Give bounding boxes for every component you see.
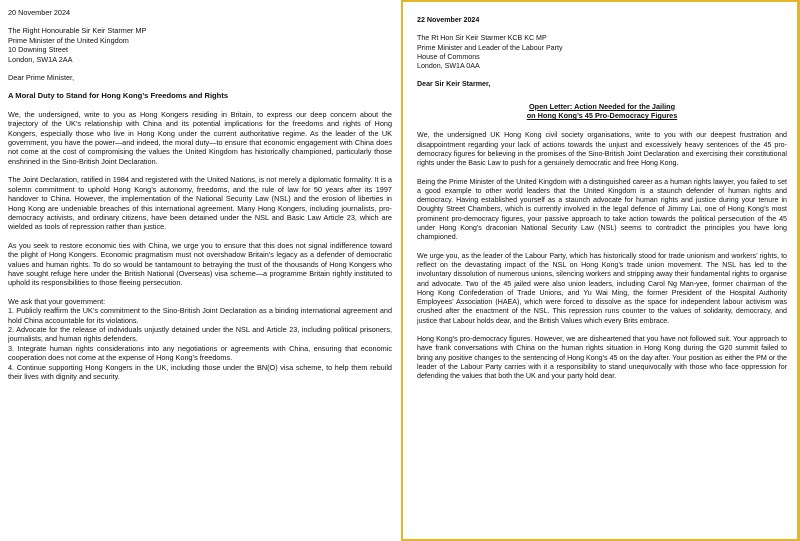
recipient-line: London, SW1A 0AA	[417, 62, 480, 71]
title-line: on Hong Kong’s 45 Pro-Democracy Figures	[526, 111, 678, 121]
paragraph: We, the undersigned, write to you as Hong Kongers residing in Britain, to express our deep concern about the trajectory of the UK’s relationship with China and its potential implications for the freedoms and rights of Hong Kongers, especially those who live in Hong Kong under the current authoritative regime. As the leader of the UK government, you have the power—and indeed, the moral duty—to ensure that economic engagement with China does not come at the cost of compromising the values the United Kingdom has historically championed, particularly those enshrined in the Sino-British Joint Declaration.	[8, 109, 392, 166]
title-line: Open Letter: Action Needed for the Jailing	[528, 101, 676, 111]
recipient-line: Prime Minister of the United Kingdom	[8, 35, 129, 45]
ask-item: 3. Integrate human rights considerations into any negotiations or agreements with China, ensuring that economic cooperation does not come at the expense of Hong Kong’s freedoms.	[8, 343, 392, 363]
paragraph: The Joint Declaration, ratified in 1984 and registered with the United Nations, is not merely a diplomatic formality. It is a solemn commitment to uphold Hong Kong’s autonomy, freedoms, and the rule of law for 50 years after its 1997 handover to China. However, the implementation of the National Security Law (NSL) and the erosion of liberties in Hong Kong are undeniable breaches of this international agreement. Many Hong Kongers, including journalists, pro-democracy activists, and ordinary citizens, have been detained under the NSL and Basic Law Article 23, which are wielded as tools of repression rather than justice.	[8, 175, 392, 232]
ask-item: 4. Continue supporting Hong Kongers in the UK, including those under the BN(O) visa scheme, to help them rebuild their lives with dignity and security.	[8, 362, 392, 381]
letter-title: A Moral Duty to Stand for Hong Kong’s Freedoms and Rights	[8, 91, 229, 101]
recipient-block	[8, 26, 392, 64]
letter-right	[401, 0, 800, 541]
recipient-line: House of Commons	[417, 52, 480, 61]
recipient-line: London, SW1A 2AA	[8, 54, 73, 64]
paragraph: As you seek to restore economic ties with China, we urge you to ensure that this does not signal indifference toward the plight of Hong Kongers. Economic pragmatism must not overshadow Britain’s legacy as a defender of democratic values and human rights. To do so would be tantamount to betraying the trust of the thousands of Hong Kongers who have sought refuge here under the British National (Overseas) visa scheme—a programme Britain rightly instituted to uphold its responsibilities to those fleeing persecution.	[8, 240, 392, 288]
ask-intro: We ask that your government:	[8, 296, 106, 306]
recipient-line: 10 Downing Street	[8, 45, 69, 55]
recipient-line: The Right Honourable Sir Keir Starmer MP	[8, 26, 147, 36]
letter-date: 20 November 2024	[8, 8, 71, 17]
letter-date: 22 November 2024	[417, 16, 480, 24]
letter-title	[417, 102, 787, 121]
recipient-line: The Rt Hon Sir Keir Starmer KCB KC MP	[417, 34, 547, 43]
ask-item: 1. Publicly reaffirm the UK’s commitment to the Sino-British Joint Declaration as a binding international agreement and hold China accountable for its violations.	[8, 306, 392, 325]
recipient-block	[417, 34, 787, 71]
paragraph: Hong Kong’s pro-democracy figures. However, we are disheartened that you have not followed suit. Your approach to have frank conversations with China on the human rights situation in Hong Kong during the G20 summit failed to bring any positive changes to the sentencing of Hong Kong’s 45 on the day after. Your position as either the PM or the leader of the Labour Party carries with it a responsibility to stand unequivocally with those who face oppression for defending the values that both the UK and your party hold dear.	[417, 335, 787, 381]
paragraph: We urge you, as the leader of the Labour Party, which has historically stood for trade unionism and workers’ rights, to reflect on the devastating impact of the NSL on Hong Kong’s trade union movement. The NSL has led to the involuntary dissolution of numerous unions, silencing workers and stripping away their fundamental rights to organise and advocate. Two of the 45 jailed were also union leaders, including Carol Ng Man-yee, former chairman of the Hong Kong Confederation of Trade Unions, and Yu Wai Ming, the former President of the Hospital Authority Employees’ Association (HAEA), which were forced to dissolve as the space for independent labour activism was crushed after the enactment of the NSL. This repression runs counter to the values of solidarity, democracy, and justice that Labour holds dear, and the British Values which every Brits embrace.	[417, 251, 787, 325]
paragraph: We, the undersigned UK Hong Kong civil society organisations, write to you with our deepest frustration and disappointment regarding your lack of actions towards the unjust and excessively heavy sentences of the 45 pro-democracy figures for believing in the promises of the Sino-British Joint Declaration and exercising their constitutional rights under the Basic Law to push for a genuinely democratic and free Hong Kong.	[417, 131, 787, 168]
salutation: Dear Prime Minister,	[8, 73, 75, 83]
salutation: Dear Sir Keir Starmer,	[417, 80, 491, 89]
ask-item: 2. Advocate for the release of individuals unjustly detained under the NSL and Article 23, including political prisoners, journalists, and human rights defenders.	[8, 324, 392, 344]
paragraph: Being the Prime Minister of the United Kingdom with a distinguished career as a human rights lawyer, you failed to set a good example to other world leaders that the United Kingdom is a staunch defender of human rights and democracy. Having established yourself as a staunch advocate for human rights and justice during your tenure in Doughty Street Chambers, which is currently involved in the legal defence of Jimmy Lai, one of Hong Kong’s most prominent pro-democracy figures, your passive approach to take action towards the political persecution of the 45 under Hong Kong’s draconian National Security Law (NSL) seems to contradict the principles you have long championed.	[417, 177, 787, 242]
recipient-line: Prime Minister and Leader of the Labour Party	[417, 43, 563, 52]
